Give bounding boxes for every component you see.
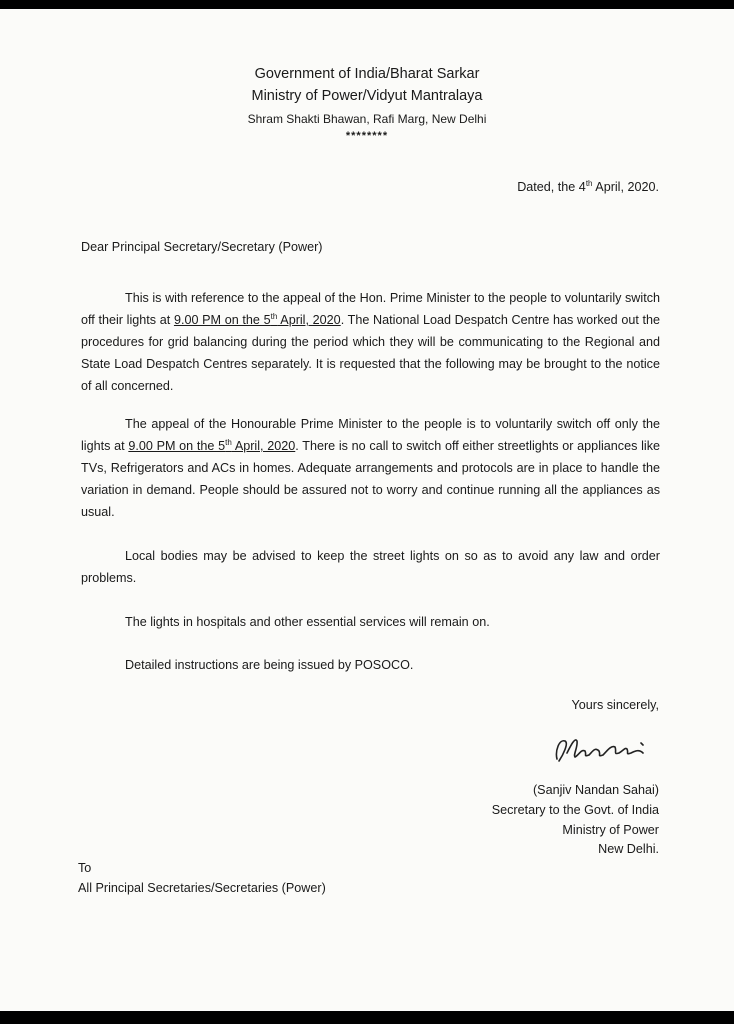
paragraph-2: The appeal of the Honourable Prime Minister to the people is to voluntarily switch off only the lights at 9.00 PM on the 5th April, 2020. There is no call to switch off either streetlights or appliances like TVs, Refrigerators and ACs in homes. Adequate arrangements and protocols are in place to handle the variation in demand. People should be assured not to worry and continue running all the appliances as usual.: [81, 417, 661, 519]
paragraph-1: This is with reference to the appeal of the Hon. Prime Minister to the people to voluntarily switch off their lights at 9.00 PM on the 5th April, 2020. The National Load Despatch Centre has worked out the procedures for grid balancing during the period which they will be communicating to the Regional and State Load Despatch Centres separately. It is requested that the following may be brought to the notice of all concerned.: [81, 291, 661, 393]
paragraph-4: The lights in hospitals and other essential services will remain on.: [125, 615, 490, 629]
signatory-designation: Secretary to the Govt. of India: [491, 803, 659, 817]
salutation: Dear Principal Secretary/Secretary (Power): [81, 240, 323, 254]
signatory-name: (Sanjiv Nandan Sahai): [532, 783, 659, 797]
paragraph-5: Detailed instructions are being issued by POSOCO.: [125, 658, 414, 672]
letterhead-address: Shram Shakti Bhawan, Rafi Marg, New Delhi: [247, 112, 487, 126]
letterhead-ministry: Ministry of Power/Vidyut Mantralaya: [251, 88, 483, 104]
letter-date: Dated, the 4th April, 2020.: [517, 178, 659, 194]
signatory-city: New Delhi.: [598, 842, 659, 856]
letterhead-government: Government of India/Bharat Sarkar: [254, 66, 480, 82]
recipient-to: To: [78, 861, 92, 875]
recipient-addressee: All Principal Secretaries/Secretaries (Power): [78, 881, 326, 895]
signatory-ministry: Ministry of Power: [562, 823, 659, 837]
signature-image: [545, 729, 665, 769]
letter-page: [0, 9, 734, 1011]
closing: Yours sincerely,: [571, 698, 659, 712]
letterhead-separator: ********: [345, 130, 389, 142]
paragraph-3: Local bodies may be advised to keep the street lights on so as to avoid any law and order problems.: [81, 549, 660, 585]
